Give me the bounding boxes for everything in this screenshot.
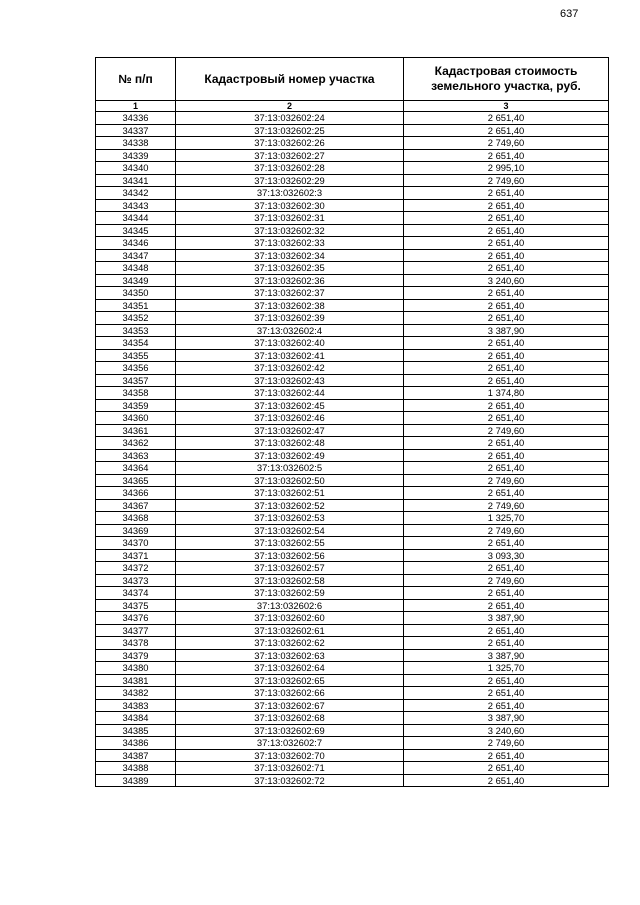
table-row <box>96 462 609 475</box>
cell-cadastral-value: 2 749,60 <box>404 474 609 487</box>
cell-cadastral-number: 37:13:032602:60 <box>176 612 404 625</box>
table-row <box>96 762 609 775</box>
cell-cadastral-value: 2 651,40 <box>404 587 609 600</box>
table-row <box>96 549 609 562</box>
cell-row-number: 34353 <box>96 324 176 337</box>
table-row <box>96 312 609 325</box>
table-row <box>96 737 609 750</box>
cell-row-number: 34347 <box>96 249 176 262</box>
cell-cadastral-number: 37:13:032602:48 <box>176 437 404 450</box>
cell-cadastral-number: 37:13:032602:68 <box>176 712 404 725</box>
cell-row-number: 34384 <box>96 712 176 725</box>
cell-cadastral-number: 37:13:032602:25 <box>176 124 404 137</box>
cell-cadastral-number: 37:13:032602:70 <box>176 749 404 762</box>
cell-cadastral-number: 37:13:032602:28 <box>176 162 404 175</box>
table-row <box>96 424 609 437</box>
cell-row-number: 34342 <box>96 187 176 200</box>
cell-row-number: 34362 <box>96 437 176 450</box>
cell-cadastral-number: 37:13:032602:35 <box>176 262 404 275</box>
cell-cadastral-number: 37:13:032602:31 <box>176 212 404 225</box>
table-row <box>96 324 609 337</box>
cell-cadastral-value: 2 995,10 <box>404 162 609 175</box>
cell-row-number: 34340 <box>96 162 176 175</box>
cell-cadastral-number: 37:13:032602:24 <box>176 112 404 125</box>
cell-row-number: 34366 <box>96 487 176 500</box>
cell-row-number: 34361 <box>96 424 176 437</box>
cell-cadastral-value: 2 651,40 <box>404 374 609 387</box>
cell-cadastral-value: 2 651,40 <box>404 624 609 637</box>
table-row <box>96 224 609 237</box>
cell-cadastral-number: 37:13:032602:44 <box>176 387 404 400</box>
cell-row-number: 34354 <box>96 337 176 350</box>
cell-row-number: 34387 <box>96 749 176 762</box>
cell-cadastral-number: 37:13:032602:65 <box>176 674 404 687</box>
table-row <box>96 237 609 250</box>
cell-cadastral-number: 37:13:032602:57 <box>176 562 404 575</box>
table-row <box>96 274 609 287</box>
cell-cadastral-number: 37:13:032602:66 <box>176 687 404 700</box>
cell-cadastral-number: 37:13:032602:32 <box>176 224 404 237</box>
cell-cadastral-value: 2 749,60 <box>404 424 609 437</box>
cell-row-number: 34379 <box>96 649 176 662</box>
cell-cadastral-value: 2 651,40 <box>404 749 609 762</box>
cell-cadastral-number: 37:13:032602:41 <box>176 349 404 362</box>
cell-cadastral-value: 2 651,40 <box>404 199 609 212</box>
table-row <box>96 362 609 375</box>
table-row <box>96 774 609 787</box>
table-row <box>96 687 609 700</box>
table-row <box>96 699 609 712</box>
table-row <box>96 137 609 150</box>
cell-cadastral-value: 2 651,40 <box>404 462 609 475</box>
cell-row-number: 34365 <box>96 474 176 487</box>
table-row <box>96 474 609 487</box>
cell-cadastral-number: 37:13:032602:61 <box>176 624 404 637</box>
cell-cadastral-value: 2 651,40 <box>404 562 609 575</box>
cell-cadastral-number: 37:13:032602:43 <box>176 374 404 387</box>
table-row <box>96 337 609 350</box>
cell-row-number: 34339 <box>96 149 176 162</box>
cell-row-number: 34381 <box>96 674 176 687</box>
table-row <box>96 124 609 137</box>
cell-cadastral-value: 3 240,60 <box>404 274 609 287</box>
table-row <box>96 624 609 637</box>
cell-cadastral-number: 37:13:032602:64 <box>176 662 404 675</box>
cell-cadastral-number: 37:13:032602:53 <box>176 512 404 525</box>
cell-cadastral-number: 37:13:032602:59 <box>176 587 404 600</box>
cell-cadastral-value: 2 651,40 <box>404 124 609 137</box>
cell-cadastral-value: 2 651,40 <box>404 337 609 350</box>
cell-cadastral-value: 2 651,40 <box>404 149 609 162</box>
table-row <box>96 449 609 462</box>
cell-row-number: 34345 <box>96 224 176 237</box>
cell-cadastral-value: 2 651,40 <box>404 249 609 262</box>
cadastral-value-table <box>95 57 609 787</box>
cell-cadastral-number: 37:13:032602:52 <box>176 499 404 512</box>
cell-row-number: 34376 <box>96 612 176 625</box>
cell-cadastral-number: 37:13:032602:36 <box>176 274 404 287</box>
cell-row-number: 34375 <box>96 599 176 612</box>
cell-cadastral-number: 37:13:032602:62 <box>176 637 404 650</box>
table-row <box>96 199 609 212</box>
cell-row-number: 34370 <box>96 537 176 550</box>
cell-row-number: 34373 <box>96 574 176 587</box>
table-row <box>96 612 609 625</box>
cell-cadastral-number: 37:13:032602:33 <box>176 237 404 250</box>
cell-cadastral-value: 2 749,60 <box>404 499 609 512</box>
table-row <box>96 387 609 400</box>
header-cadastral-number: Кадастровый номер участка <box>176 58 404 101</box>
cell-cadastral-number: 37:13:032602:42 <box>176 362 404 375</box>
page-number: 637 <box>560 8 579 20</box>
cell-cadastral-value: 2 651,40 <box>404 774 609 787</box>
table-row <box>96 487 609 500</box>
cell-cadastral-value: 2 651,40 <box>404 187 609 200</box>
cell-cadastral-value: 2 651,40 <box>404 312 609 325</box>
cell-row-number: 34369 <box>96 524 176 537</box>
header-row-number: № п/п <box>96 58 176 101</box>
cell-row-number: 34385 <box>96 724 176 737</box>
table-row <box>96 162 609 175</box>
table-row <box>96 149 609 162</box>
cell-cadastral-value: 2 651,40 <box>404 412 609 425</box>
cell-cadastral-number: 37:13:032602:34 <box>176 249 404 262</box>
cell-row-number: 34371 <box>96 549 176 562</box>
cell-cadastral-value: 2 749,60 <box>404 524 609 537</box>
cell-row-number: 34360 <box>96 412 176 425</box>
column-number: 2 <box>176 101 404 112</box>
cell-row-number: 34378 <box>96 637 176 650</box>
cell-cadastral-value: 2 651,40 <box>404 449 609 462</box>
table-row <box>96 287 609 300</box>
cell-cadastral-number: 37:13:032602:72 <box>176 774 404 787</box>
cell-cadastral-number: 37:13:032602:3 <box>176 187 404 200</box>
table-row <box>96 412 609 425</box>
header-cadastral-value: Кадастровая стоимость земельного участка, руб. <box>404 58 609 101</box>
cell-row-number: 34351 <box>96 299 176 312</box>
cell-row-number: 34377 <box>96 624 176 637</box>
cell-cadastral-number: 37:13:032602:55 <box>176 537 404 550</box>
cell-cadastral-number: 37:13:032602:47 <box>176 424 404 437</box>
cell-row-number: 34364 <box>96 462 176 475</box>
cell-cadastral-value: 2 749,60 <box>404 737 609 750</box>
cell-cadastral-value: 2 749,60 <box>404 574 609 587</box>
cell-cadastral-value: 2 651,40 <box>404 112 609 125</box>
table-row <box>96 537 609 550</box>
cell-cadastral-value: 2 651,40 <box>404 599 609 612</box>
cell-row-number: 34374 <box>96 587 176 600</box>
table-row <box>96 249 609 262</box>
cell-cadastral-number: 37:13:032602:5 <box>176 462 404 475</box>
column-number: 3 <box>404 101 609 112</box>
cell-cadastral-number: 37:13:032602:38 <box>176 299 404 312</box>
table-row <box>96 399 609 412</box>
header-row <box>96 58 609 101</box>
cell-row-number: 34380 <box>96 662 176 675</box>
cell-cadastral-value: 3 093,30 <box>404 549 609 562</box>
cell-row-number: 34336 <box>96 112 176 125</box>
cell-row-number: 34337 <box>96 124 176 137</box>
table-row <box>96 499 609 512</box>
cell-row-number: 34355 <box>96 349 176 362</box>
cell-row-number: 34350 <box>96 287 176 300</box>
cell-cadastral-value: 2 651,40 <box>404 349 609 362</box>
cell-row-number: 34386 <box>96 737 176 750</box>
cell-row-number: 34343 <box>96 199 176 212</box>
cell-row-number: 34348 <box>96 262 176 275</box>
cell-row-number: 34357 <box>96 374 176 387</box>
table-row <box>96 524 609 537</box>
cell-cadastral-number: 37:13:032602:67 <box>176 699 404 712</box>
cell-row-number: 34383 <box>96 699 176 712</box>
cell-cadastral-number: 37:13:032602:69 <box>176 724 404 737</box>
table-row <box>96 112 609 125</box>
table-row <box>96 299 609 312</box>
cell-cadastral-number: 37:13:032602:51 <box>176 487 404 500</box>
cell-cadastral-value: 2 651,40 <box>404 399 609 412</box>
cell-row-number: 34346 <box>96 237 176 250</box>
cell-cadastral-value: 2 749,60 <box>404 174 609 187</box>
cell-row-number: 34389 <box>96 774 176 787</box>
cell-cadastral-value: 2 651,40 <box>404 212 609 225</box>
cell-cadastral-value: 2 749,60 <box>404 137 609 150</box>
cell-row-number: 34367 <box>96 499 176 512</box>
cell-cadastral-number: 37:13:032602:40 <box>176 337 404 350</box>
cell-cadastral-value: 1 325,70 <box>404 512 609 525</box>
cell-cadastral-number: 37:13:032602:37 <box>176 287 404 300</box>
cell-cadastral-value: 2 651,40 <box>404 299 609 312</box>
table-row <box>96 749 609 762</box>
cell-cadastral-number: 37:13:032602:6 <box>176 599 404 612</box>
cell-cadastral-number: 37:13:032602:29 <box>176 174 404 187</box>
cell-cadastral-number: 37:13:032602:50 <box>176 474 404 487</box>
cell-cadastral-value: 3 387,90 <box>404 649 609 662</box>
cell-cadastral-number: 37:13:032602:7 <box>176 737 404 750</box>
cell-cadastral-value: 1 325,70 <box>404 662 609 675</box>
table-row <box>96 187 609 200</box>
table-row <box>96 349 609 362</box>
cell-cadastral-value: 2 651,40 <box>404 237 609 250</box>
cell-cadastral-value: 2 651,40 <box>404 699 609 712</box>
cell-cadastral-number: 37:13:032602:71 <box>176 762 404 775</box>
cell-cadastral-value: 2 651,40 <box>404 362 609 375</box>
cell-cadastral-value: 2 651,40 <box>404 537 609 550</box>
cell-cadastral-value: 2 651,40 <box>404 762 609 775</box>
cell-cadastral-value: 2 651,40 <box>404 287 609 300</box>
table-row <box>96 637 609 650</box>
cell-cadastral-value: 2 651,40 <box>404 437 609 450</box>
cell-cadastral-value: 3 387,90 <box>404 612 609 625</box>
cell-cadastral-number: 37:13:032602:49 <box>176 449 404 462</box>
cell-cadastral-number: 37:13:032602:4 <box>176 324 404 337</box>
cell-cadastral-value: 1 374,80 <box>404 387 609 400</box>
cell-cadastral-value: 2 651,40 <box>404 674 609 687</box>
cell-cadastral-number: 37:13:032602:56 <box>176 549 404 562</box>
table-row <box>96 662 609 675</box>
column-number: 1 <box>96 101 176 112</box>
cell-cadastral-value: 2 651,40 <box>404 637 609 650</box>
table-row <box>96 437 609 450</box>
table-row <box>96 599 609 612</box>
cell-row-number: 34356 <box>96 362 176 375</box>
cell-row-number: 34359 <box>96 399 176 412</box>
table-row <box>96 512 609 525</box>
cell-cadastral-number: 37:13:032602:45 <box>176 399 404 412</box>
table-body <box>96 112 609 787</box>
table-row <box>96 674 609 687</box>
table-row <box>96 649 609 662</box>
cell-row-number: 34341 <box>96 174 176 187</box>
cell-row-number: 34338 <box>96 137 176 150</box>
cell-cadastral-number: 37:13:032602:30 <box>176 199 404 212</box>
cell-cadastral-value: 2 651,40 <box>404 487 609 500</box>
table-row <box>96 712 609 725</box>
table-row <box>96 262 609 275</box>
table-row <box>96 724 609 737</box>
cell-cadastral-number: 37:13:032602:46 <box>176 412 404 425</box>
cell-cadastral-number: 37:13:032602:27 <box>176 149 404 162</box>
table-row <box>96 212 609 225</box>
cell-cadastral-value: 3 387,90 <box>404 712 609 725</box>
cell-cadastral-number: 37:13:032602:26 <box>176 137 404 150</box>
cell-row-number: 34358 <box>96 387 176 400</box>
cell-row-number: 34372 <box>96 562 176 575</box>
table-row <box>96 374 609 387</box>
cell-cadastral-value: 3 240,60 <box>404 724 609 737</box>
cell-cadastral-number: 37:13:032602:54 <box>176 524 404 537</box>
cell-cadastral-value: 2 651,40 <box>404 262 609 275</box>
cell-row-number: 34344 <box>96 212 176 225</box>
table-row <box>96 574 609 587</box>
column-number-row <box>96 101 609 112</box>
cell-cadastral-number: 37:13:032602:39 <box>176 312 404 325</box>
cell-row-number: 34388 <box>96 762 176 775</box>
cell-row-number: 34368 <box>96 512 176 525</box>
cell-cadastral-value: 3 387,90 <box>404 324 609 337</box>
cell-row-number: 34352 <box>96 312 176 325</box>
cell-cadastral-number: 37:13:032602:58 <box>176 574 404 587</box>
cell-cadastral-value: 2 651,40 <box>404 224 609 237</box>
cell-row-number: 34382 <box>96 687 176 700</box>
cell-row-number: 34363 <box>96 449 176 462</box>
cell-cadastral-number: 37:13:032602:63 <box>176 649 404 662</box>
table-row <box>96 587 609 600</box>
cell-cadastral-value: 2 651,40 <box>404 687 609 700</box>
table-row <box>96 174 609 187</box>
cell-row-number: 34349 <box>96 274 176 287</box>
table-row <box>96 562 609 575</box>
